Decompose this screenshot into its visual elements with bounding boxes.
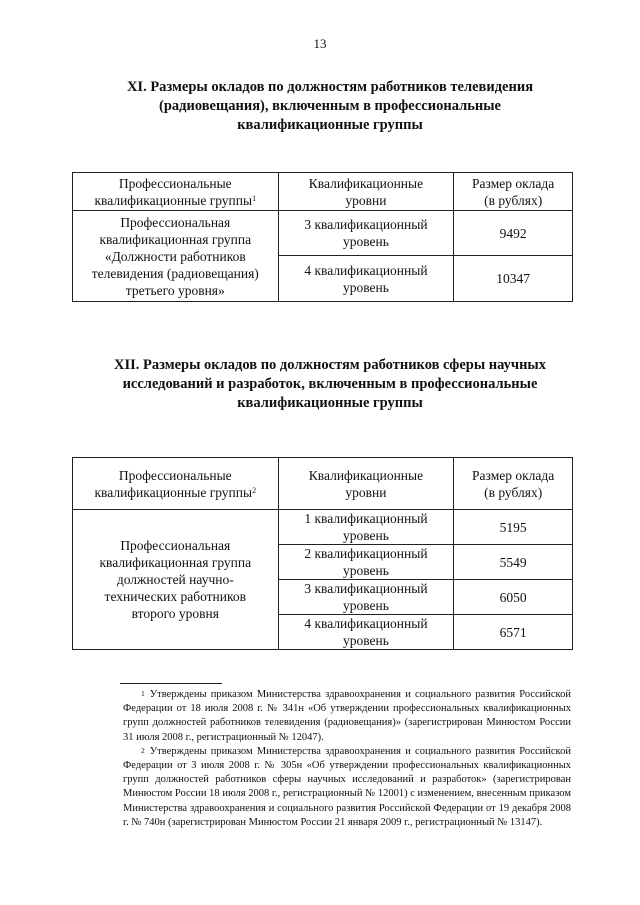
- section-11-title-line: (радиовещания), включенным в профессиональные: [159, 98, 501, 114]
- footnote-divider: [120, 683, 222, 684]
- footnote-ref-2: 2: [252, 485, 257, 495]
- salary-cell: 6050: [454, 580, 573, 615]
- footnote-mark: 1: [141, 689, 145, 698]
- section-11-title-line: квалификационные группы: [237, 117, 423, 133]
- section-11-title: [80, 78, 580, 135]
- header-qualification-groups: Профессиональные квалификационные группы$^1$: [73, 173, 279, 211]
- section-11-title-line: XI. Размеры окладов по должностям работников телевидения: [126, 79, 534, 95]
- qualification-level-cell: 4 квалификационный уровень: [278, 615, 454, 650]
- table-header-row: [73, 458, 573, 510]
- salary-table-tv: [72, 172, 573, 302]
- section-12-title-line: исследований и разработок, включенным в профессиональные: [122, 376, 538, 392]
- page-number: 13: [313, 36, 327, 51]
- qualification-level-cell: 1 квалификационный уровень: [278, 510, 454, 545]
- qualification-level-cell: 4 квалификационный уровень: [278, 256, 454, 302]
- footnote-1: [123, 688, 571, 745]
- section-12-title: [80, 356, 580, 413]
- qualification-level-cell: 3 квалификационный уровень: [278, 211, 454, 256]
- salary-cell: 5195: [454, 510, 573, 545]
- footnote-mark: 2: [141, 745, 145, 755]
- header-qualification-groups: Профессиональные квалификационные группы$^2$: [73, 458, 279, 510]
- footnotes: [123, 688, 571, 830]
- footnote-text: Утверждены приказом Министерства здравоохранения и социального развития Российской Федерации от 3 июля 2008 г. № 305н «Об утверждении профессиональных квалификационных групп должностей работников сферы научных исследований и разработок» (зарегистрирован Минюстом России 18 июля 2008 г., регистрационный № 12001) с изменением, внесенным приказом Министерства здравоохранения и социального развития Российской Федерации от 19 декабря 2008 г. № 740н (зарегистрирован Минюстом России 21 января 2009 г., регистрационный № 13147).: [123, 745, 571, 828]
- qualification-level-cell: 3 квалификационный уровень: [278, 580, 454, 615]
- footnote-2: [123, 745, 571, 830]
- qualification-level-cell: 2 квалификационный уровень: [278, 545, 454, 580]
- table-row: [73, 510, 573, 545]
- salary-table-research: [72, 457, 573, 650]
- section-12-title-line: XII. Размеры окладов по должностям работников сферы научных: [113, 357, 547, 373]
- footnote-text: Утверждены приказом Министерства здравоохранения и социального развития Российской Федерации от 18 июля 2008 г. № 341н «Об утверждении профессиональных квалификационных групп должностей работников телевидения (радиовещания)» (зарегистрирован Минюстом России 31 июля 2008 г., регистрационный № 12047).: [123, 689, 571, 743]
- salary-cell: 5549: [454, 545, 573, 580]
- header-qualification-levels: Квалификационные уровни: [278, 173, 454, 211]
- header-qualification-levels: Квалификационные уровни: [278, 458, 454, 510]
- section-12-title-line: квалификационные группы: [237, 395, 423, 411]
- salary-cell: 10347: [454, 256, 573, 302]
- qualification-group-cell: Профессиональная квалификационная группа «Должности работников телевидения (радиовещания) третьего уровня»: [73, 211, 279, 302]
- header-salary: Размер оклада (в рублях): [454, 458, 573, 510]
- salary-cell: 9492: [454, 211, 573, 256]
- footnote-ref-1: 1: [252, 193, 257, 203]
- qualification-group-cell: Профессиональная квалификационная группа должностей научно- технических работников второго уровня: [73, 510, 279, 650]
- table-row: [73, 211, 573, 256]
- table-header-row: [73, 173, 573, 211]
- header-salary: Размер оклада (в рублях): [454, 173, 573, 211]
- salary-cell: 6571: [454, 615, 573, 650]
